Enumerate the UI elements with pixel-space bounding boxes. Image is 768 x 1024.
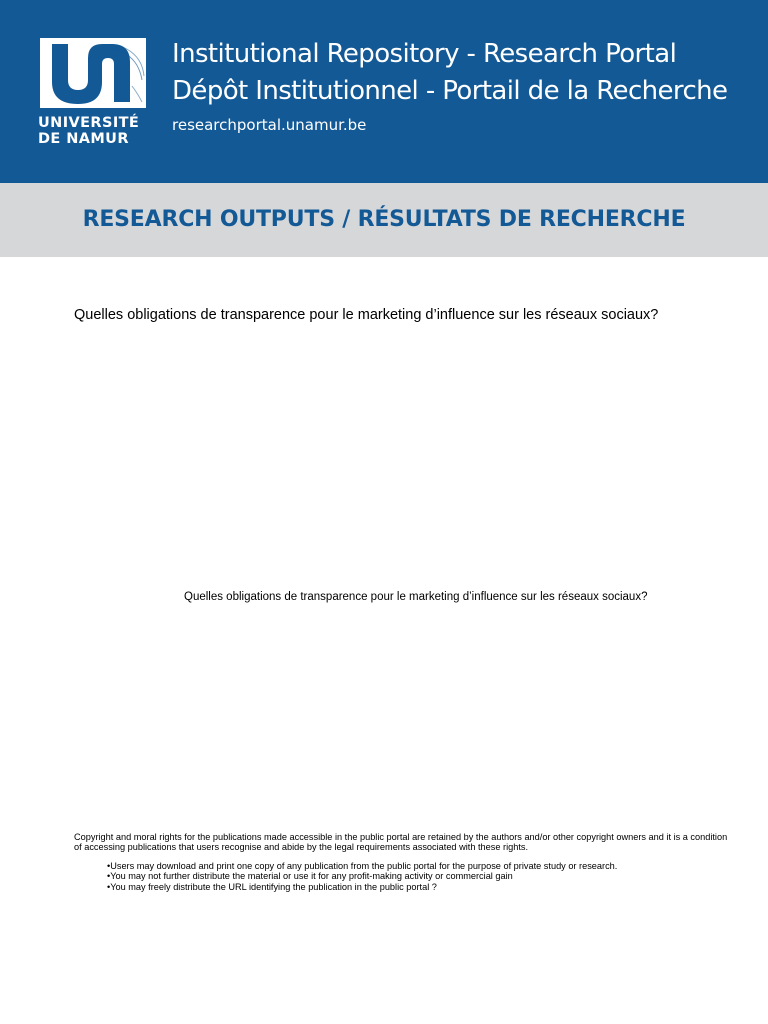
portal-title [172,36,727,110]
university-logo [38,36,150,154]
usage-rights-list [107,861,727,892]
unamur-emblem-icon [38,36,150,112]
logo-wordmark [38,115,150,147]
publication-title-secondary: Quelles obligations de transparence pour le marketing d’influence sur les réseaux sociaux? [184,591,648,603]
copyright-notice: Copyright and moral rights for the publications made accessible in the public portal are retained by the authors and/or other copyright owners and it is a condition of accessing publications that users recognise and abide by the legal requirements associated with these rights. [74,832,728,853]
portal-url-link[interactable]: researchportal.unamur.be [172,116,367,134]
list-item: • You may freely distribute the URL identifying the publication in the public portal ? [107,882,727,892]
list-item: • You may not further distribute the material or use it for any profit-making activity or commercial gain [107,871,727,881]
section-title: RESEARCH OUTPUTS / RÉSULTATS DE RECHERCHE [82,207,686,232]
portal-title-en: Institutional Repository - Research Portal [172,39,677,69]
logo-text-line1: UNIVERSITÉ [38,115,140,131]
portal-title-fr: Dépôt Institutionnel - Portail de la Recherche [172,76,728,106]
logo-text-line2: DE NAMUR [38,131,129,147]
publication-title: Quelles obligations de transparence pour le marketing d’influence sur les réseaux sociaux? [74,307,659,323]
portal-header [0,0,768,183]
list-item: • Users may download and print one copy of any publication from the public portal for the purpose of private study or research. [107,861,727,871]
